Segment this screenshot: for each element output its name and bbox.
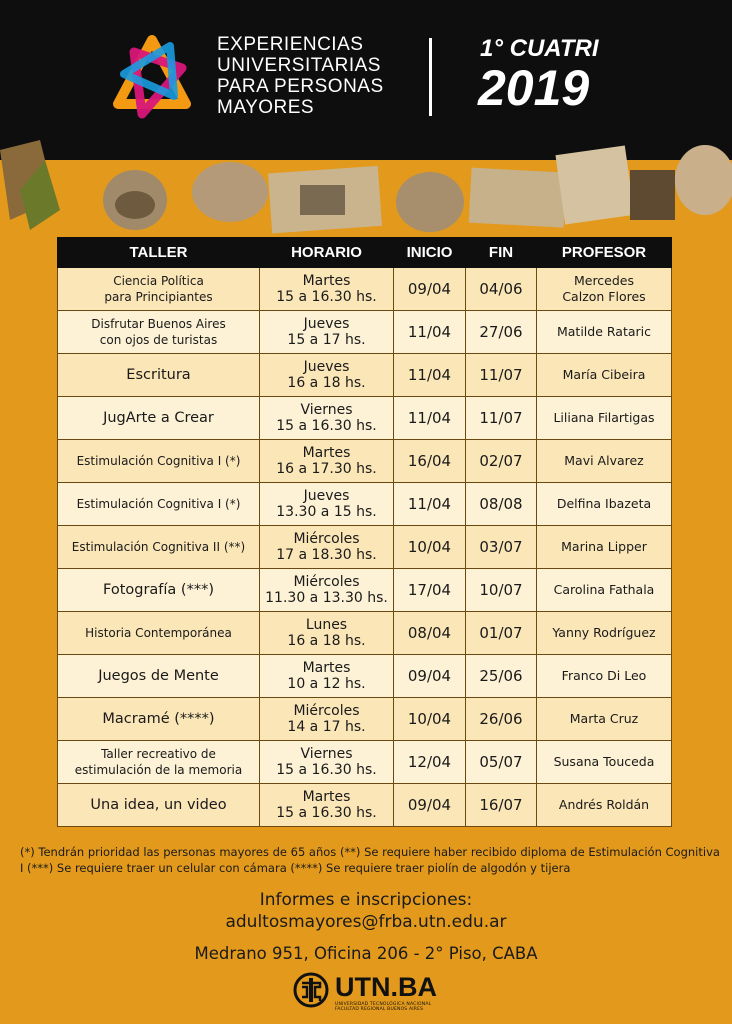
table-row — [58, 354, 672, 397]
taller-cell: Ciencia Política para Principiantes — [58, 268, 260, 311]
inicio-cell: 09/04 — [394, 268, 466, 311]
inicio-cell: 11/04 — [394, 483, 466, 526]
fin-cell: 01/07 — [466, 612, 537, 655]
table-row — [58, 741, 672, 784]
fin-cell: 08/08 — [466, 483, 537, 526]
fin-cell: 25/06 — [466, 655, 537, 698]
fin-cell: 27/06 — [466, 311, 537, 354]
column-header-horario: HORARIO — [260, 238, 394, 268]
taller-cell: Fotografía (***) — [58, 569, 260, 612]
utn-emblem-icon — [293, 972, 329, 1008]
table-row — [58, 526, 672, 569]
profesor-cell: Susana Touceda — [537, 741, 672, 784]
decorative-collage-icon — [0, 130, 732, 240]
term-label: 1° CUATRI — [480, 35, 599, 62]
table-row — [58, 698, 672, 741]
inicio-cell: 11/04 — [394, 354, 466, 397]
program-logo-icon — [112, 34, 192, 120]
taller-cell: Estimulación Cognitiva I (*) — [58, 483, 260, 526]
profesor-cell: Yanny Rodríguez — [537, 612, 672, 655]
program-title-line: MAYORES — [217, 97, 315, 118]
profesor-cell: Mercedes Calzon Flores — [537, 268, 672, 311]
profesor-cell: Delfina Ibazeta — [537, 483, 672, 526]
fin-cell: 16/07 — [466, 784, 537, 827]
taller-cell: Estimulación Cognitiva II (**) — [58, 526, 260, 569]
inicio-cell: 12/04 — [394, 741, 466, 784]
horario-cell: Jueves 16 a 18 hs. — [260, 354, 394, 397]
inicio-cell: 09/04 — [394, 784, 466, 827]
inicio-cell: 10/04 — [394, 698, 466, 741]
inicio-cell: 11/04 — [394, 311, 466, 354]
taller-cell: Macramé (****) — [58, 698, 260, 741]
schedule-table — [57, 237, 672, 827]
fin-cell: 11/07 — [466, 354, 537, 397]
horario-cell: Viernes 15 a 16.30 hs. — [260, 397, 394, 440]
table-row — [58, 569, 672, 612]
table-row — [58, 311, 672, 354]
fin-cell: 26/06 — [466, 698, 537, 741]
horario-cell: Martes 10 a 12 hs. — [260, 655, 394, 698]
taller-cell: Disfrutar Buenos Aires con ojos de turistas — [58, 311, 260, 354]
taller-cell: Escritura — [58, 354, 260, 397]
fin-cell: 05/07 — [466, 741, 537, 784]
column-header-profesor: PROFESOR — [537, 238, 672, 268]
profesor-cell: Andrés Roldán — [537, 784, 672, 827]
table-row — [58, 612, 672, 655]
horario-cell: Miércoles 11.30 a 13.30 hs. — [260, 569, 394, 612]
profesor-cell: Matilde Rataric — [537, 311, 672, 354]
horario-cell: Miércoles 14 a 17 hs. — [260, 698, 394, 741]
contact-title: Informes e inscripciones: — [259, 890, 473, 910]
program-title-line: PARA PERSONAS — [217, 76, 384, 97]
profesor-cell: Liliana Filartigas — [537, 397, 672, 440]
footnote: (*) Tendrán prioridad las personas mayores de 65 años (**) Se requiere haber recibido diploma de Estimulación Cognitiva I (***) Se requiere traer un celular con cámara (****) Se requiere traer piolín de algodón y tijera — [20, 845, 720, 875]
horario-cell: Lunes 16 a 18 hs. — [260, 612, 394, 655]
inicio-cell: 08/04 — [394, 612, 466, 655]
fin-cell: 10/07 — [466, 569, 537, 612]
program-title-line: EXPERIENCIAS — [217, 34, 364, 55]
taller-cell: Historia Contemporánea — [58, 612, 260, 655]
utn-logo — [293, 972, 453, 1012]
inicio-cell: 16/04 — [394, 440, 466, 483]
horario-cell: Martes 15 a 16.30 hs. — [260, 268, 394, 311]
fin-cell: 02/07 — [466, 440, 537, 483]
inicio-cell: 17/04 — [394, 569, 466, 612]
profesor-cell: Marina Lipper — [537, 526, 672, 569]
profesor-cell: Marta Cruz — [537, 698, 672, 741]
horario-cell: Miércoles 17 a 18.30 hs. — [260, 526, 394, 569]
horario-cell: Viernes 15 a 16.30 hs. — [260, 741, 394, 784]
profesor-cell: Franco Di Leo — [537, 655, 672, 698]
horario-cell: Martes 16 a 17.30 hs. — [260, 440, 394, 483]
table-row — [58, 397, 672, 440]
table-header-row — [58, 238, 672, 268]
table-row — [58, 655, 672, 698]
table-row — [58, 483, 672, 526]
column-header-fin: FIN — [466, 238, 537, 268]
taller-cell: Estimulación Cognitiva I (*) — [58, 440, 260, 483]
taller-cell: Una idea, un video — [58, 784, 260, 827]
taller-cell: Taller recreativo de estimulación de la memoria — [58, 741, 260, 784]
utn-logo-subtitle — [335, 1002, 431, 1012]
schedule-body — [58, 268, 672, 827]
profesor-cell: Mavi Alvarez — [537, 440, 672, 483]
fin-cell: 11/07 — [466, 397, 537, 440]
table-row — [58, 268, 672, 311]
program-title — [217, 34, 417, 118]
fin-cell: 03/07 — [466, 526, 537, 569]
program-title-line: UNIVERSITARIAS — [217, 55, 381, 76]
utn-logo-subtitle-line: UNIVERSIDAD TECNOLÓGICA NACIONAL — [335, 1002, 432, 1007]
inicio-cell: 09/04 — [394, 655, 466, 698]
header-divider — [429, 38, 432, 116]
inicio-cell: 11/04 — [394, 397, 466, 440]
horario-cell: Martes 15 a 16.30 hs. — [260, 784, 394, 827]
column-header-inicio: INICIO — [394, 238, 466, 268]
column-header-taller: TALLER — [58, 238, 260, 268]
fin-cell: 04/06 — [466, 268, 537, 311]
horario-cell: Jueves 15 a 17 hs. — [260, 311, 394, 354]
profesor-cell: María Cibeira — [537, 354, 672, 397]
profesor-cell: Carolina Fathala — [537, 569, 672, 612]
utn-logo-name: UTN.BA — [335, 972, 437, 1002]
contact-address: Medrano 951, Oficina 206 - 2° Piso, CABA — [194, 944, 538, 963]
year-label: 2019 — [478, 60, 590, 116]
table-row — [58, 784, 672, 827]
contact-email: adultosmayores@frba.utn.edu.ar — [225, 912, 507, 932]
taller-cell: Juegos de Mente — [58, 655, 260, 698]
horario-cell: Jueves 13.30 a 15 hs. — [260, 483, 394, 526]
utn-logo-subtitle-line: FACULTAD REGIONAL BUENOS AIRES — [335, 1007, 424, 1012]
table-row — [58, 440, 672, 483]
taller-cell: JugArte a Crear — [58, 397, 260, 440]
inicio-cell: 10/04 — [394, 526, 466, 569]
contact-info — [0, 889, 732, 965]
